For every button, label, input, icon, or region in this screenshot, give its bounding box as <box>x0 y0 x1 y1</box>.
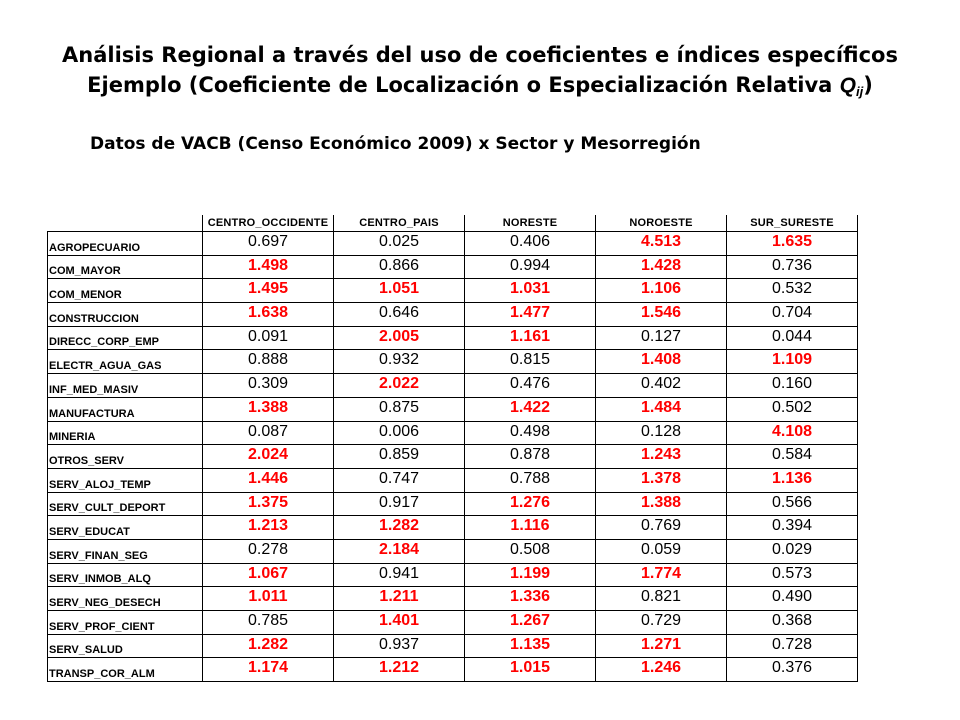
value-cell: 0.087 <box>203 421 334 445</box>
value-cell: 1.638 <box>203 303 334 327</box>
value-cell: 1.388 <box>203 397 334 421</box>
title-close-paren: ) <box>863 73 873 97</box>
table-row <box>48 350 858 374</box>
table-row <box>48 468 858 492</box>
table-row <box>48 563 858 587</box>
table-header-row <box>48 215 858 232</box>
row-label: SERV_ALOJ_TEMP <box>48 468 203 492</box>
title-line-2-text: Ejemplo (Coeficiente de Localización o Especialización Relativa <box>87 73 833 97</box>
value-cell: 1.422 <box>465 397 596 421</box>
value-cell: 0.728 <box>727 634 858 658</box>
value-cell: 1.106 <box>596 279 727 303</box>
value-cell: 4.108 <box>727 421 858 445</box>
value-cell: 0.402 <box>596 374 727 398</box>
row-label: TRANSP_COR_ALM <box>48 658 203 682</box>
value-cell: 1.067 <box>203 563 334 587</box>
value-cell: 0.875 <box>334 397 465 421</box>
table-row <box>48 634 858 658</box>
value-cell: 0.747 <box>334 468 465 492</box>
row-label: COM_MENOR <box>48 279 203 303</box>
value-cell: 0.029 <box>727 539 858 563</box>
table-row <box>48 445 858 469</box>
value-cell: 0.821 <box>596 587 727 611</box>
value-cell: 0.704 <box>727 303 858 327</box>
table-subtitle: Datos de VACB (Censo Económico 2009) x Sector y Mesorregión <box>90 134 701 154</box>
value-cell: 1.051 <box>334 279 465 303</box>
row-label: MINERIA <box>48 421 203 445</box>
value-cell: 0.127 <box>596 326 727 350</box>
value-cell: 0.937 <box>334 634 465 658</box>
q-symbol-letter: Q <box>839 74 856 97</box>
value-cell: 0.498 <box>465 421 596 445</box>
table-row <box>48 539 858 563</box>
value-cell: 0.859 <box>334 445 465 469</box>
value-cell: 0.917 <box>334 492 465 516</box>
value-cell: 1.174 <box>203 658 334 682</box>
value-cell: 0.729 <box>596 611 727 635</box>
value-cell: 0.532 <box>727 279 858 303</box>
value-cell: 1.408 <box>596 350 727 374</box>
value-cell: 1.635 <box>727 232 858 256</box>
title-line-2 <box>0 70 960 107</box>
row-label: ELECTR_AGUA_GAS <box>48 350 203 374</box>
row-label: CONSTRUCCION <box>48 303 203 327</box>
value-cell: 1.271 <box>596 634 727 658</box>
value-cell: 4.513 <box>596 232 727 256</box>
value-cell: 1.199 <box>465 563 596 587</box>
column-header: SUR_SURESTE <box>727 215 858 232</box>
value-cell: 1.211 <box>334 587 465 611</box>
value-cell: 1.011 <box>203 587 334 611</box>
value-cell: 0.490 <box>727 587 858 611</box>
value-cell: 0.785 <box>203 611 334 635</box>
q-symbol <box>840 74 864 97</box>
row-label: DIRECC_CORP_EMP <box>48 326 203 350</box>
value-cell: 1.213 <box>203 516 334 540</box>
value-cell: 0.697 <box>203 232 334 256</box>
value-cell: 1.161 <box>465 326 596 350</box>
table-row <box>48 232 858 256</box>
row-label: SERV_PROF_CIENT <box>48 611 203 635</box>
row-label: MANUFACTURA <box>48 397 203 421</box>
value-cell: 0.566 <box>727 492 858 516</box>
row-label: SERV_EDUCAT <box>48 516 203 540</box>
value-cell: 1.031 <box>465 279 596 303</box>
value-cell: 0.941 <box>334 563 465 587</box>
value-cell: 1.546 <box>596 303 727 327</box>
value-cell: 1.135 <box>465 634 596 658</box>
column-header: NORESTE <box>465 215 596 232</box>
value-cell: 1.243 <box>596 445 727 469</box>
table-row <box>48 658 858 682</box>
value-cell: 1.484 <box>596 397 727 421</box>
value-cell: 1.498 <box>203 255 334 279</box>
corner-cell <box>48 215 203 232</box>
table-row <box>48 397 858 421</box>
value-cell: 0.573 <box>727 563 858 587</box>
value-cell: 1.336 <box>465 587 596 611</box>
value-cell: 0.769 <box>596 516 727 540</box>
value-cell: 1.477 <box>465 303 596 327</box>
value-cell: 1.246 <box>596 658 727 682</box>
table-row <box>48 516 858 540</box>
row-label: SERV_INMOB_ALQ <box>48 563 203 587</box>
value-cell: 0.309 <box>203 374 334 398</box>
table-row <box>48 279 858 303</box>
value-cell: 1.282 <box>203 634 334 658</box>
value-cell: 1.401 <box>334 611 465 635</box>
column-header: CENTRO_OCCIDENTE <box>203 215 334 232</box>
value-cell: 0.866 <box>334 255 465 279</box>
table-row <box>48 303 858 327</box>
value-cell: 1.428 <box>596 255 727 279</box>
value-cell: 0.994 <box>465 255 596 279</box>
value-cell: 2.024 <box>203 445 334 469</box>
row-label: COM_MAYOR <box>48 255 203 279</box>
row-label: SERV_FINAN_SEG <box>48 539 203 563</box>
coefficient-table <box>47 215 858 682</box>
value-cell: 0.878 <box>465 445 596 469</box>
table-row <box>48 421 858 445</box>
table-row <box>48 255 858 279</box>
value-cell: 0.584 <box>727 445 858 469</box>
row-label: SERV_CULT_DEPORT <box>48 492 203 516</box>
value-cell: 0.160 <box>727 374 858 398</box>
value-cell: 2.184 <box>334 539 465 563</box>
table-row <box>48 611 858 635</box>
table-row <box>48 587 858 611</box>
value-cell: 2.022 <box>334 374 465 398</box>
row-label: SERV_NEG_DESECH <box>48 587 203 611</box>
value-cell: 0.376 <box>727 658 858 682</box>
value-cell: 0.091 <box>203 326 334 350</box>
value-cell: 0.476 <box>465 374 596 398</box>
value-cell: 1.109 <box>727 350 858 374</box>
value-cell: 1.267 <box>465 611 596 635</box>
value-cell: 0.406 <box>465 232 596 256</box>
value-cell: 0.788 <box>465 468 596 492</box>
row-label: SERV_SALUD <box>48 634 203 658</box>
value-cell: 0.932 <box>334 350 465 374</box>
value-cell: 0.888 <box>203 350 334 374</box>
value-cell: 0.502 <box>727 397 858 421</box>
value-cell: 0.815 <box>465 350 596 374</box>
value-cell: 1.388 <box>596 492 727 516</box>
value-cell: 0.368 <box>727 611 858 635</box>
table-row <box>48 492 858 516</box>
slide-title <box>0 40 960 107</box>
value-cell: 1.495 <box>203 279 334 303</box>
value-cell: 1.446 <box>203 468 334 492</box>
row-label: OTROS_SERV <box>48 445 203 469</box>
value-cell: 2.005 <box>334 326 465 350</box>
value-cell: 0.646 <box>334 303 465 327</box>
value-cell: 1.116 <box>465 516 596 540</box>
value-cell: 1.212 <box>334 658 465 682</box>
value-cell: 0.508 <box>465 539 596 563</box>
value-cell: 1.282 <box>334 516 465 540</box>
table-row <box>48 326 858 350</box>
row-label: INF_MED_MASIV <box>48 374 203 398</box>
value-cell: 0.736 <box>727 255 858 279</box>
value-cell: 0.278 <box>203 539 334 563</box>
q-symbol-subscript: ij <box>855 84 864 99</box>
value-cell: 0.006 <box>334 421 465 445</box>
table-row <box>48 374 858 398</box>
value-cell: 1.378 <box>596 468 727 492</box>
value-cell: 0.128 <box>596 421 727 445</box>
value-cell: 1.375 <box>203 492 334 516</box>
row-label: AGROPECUARIO <box>48 232 203 256</box>
value-cell: 0.044 <box>727 326 858 350</box>
column-header: CENTRO_PAIS <box>334 215 465 232</box>
table-body <box>48 232 858 682</box>
value-cell: 1.774 <box>596 563 727 587</box>
value-cell: 0.059 <box>596 539 727 563</box>
column-header: NOROESTE <box>596 215 727 232</box>
value-cell: 0.394 <box>727 516 858 540</box>
value-cell: 1.276 <box>465 492 596 516</box>
value-cell: 0.025 <box>334 232 465 256</box>
value-cell: 1.015 <box>465 658 596 682</box>
value-cell: 1.136 <box>727 468 858 492</box>
title-line-1: Análisis Regional a través del uso de coeficientes e índices específicos <box>62 43 898 67</box>
